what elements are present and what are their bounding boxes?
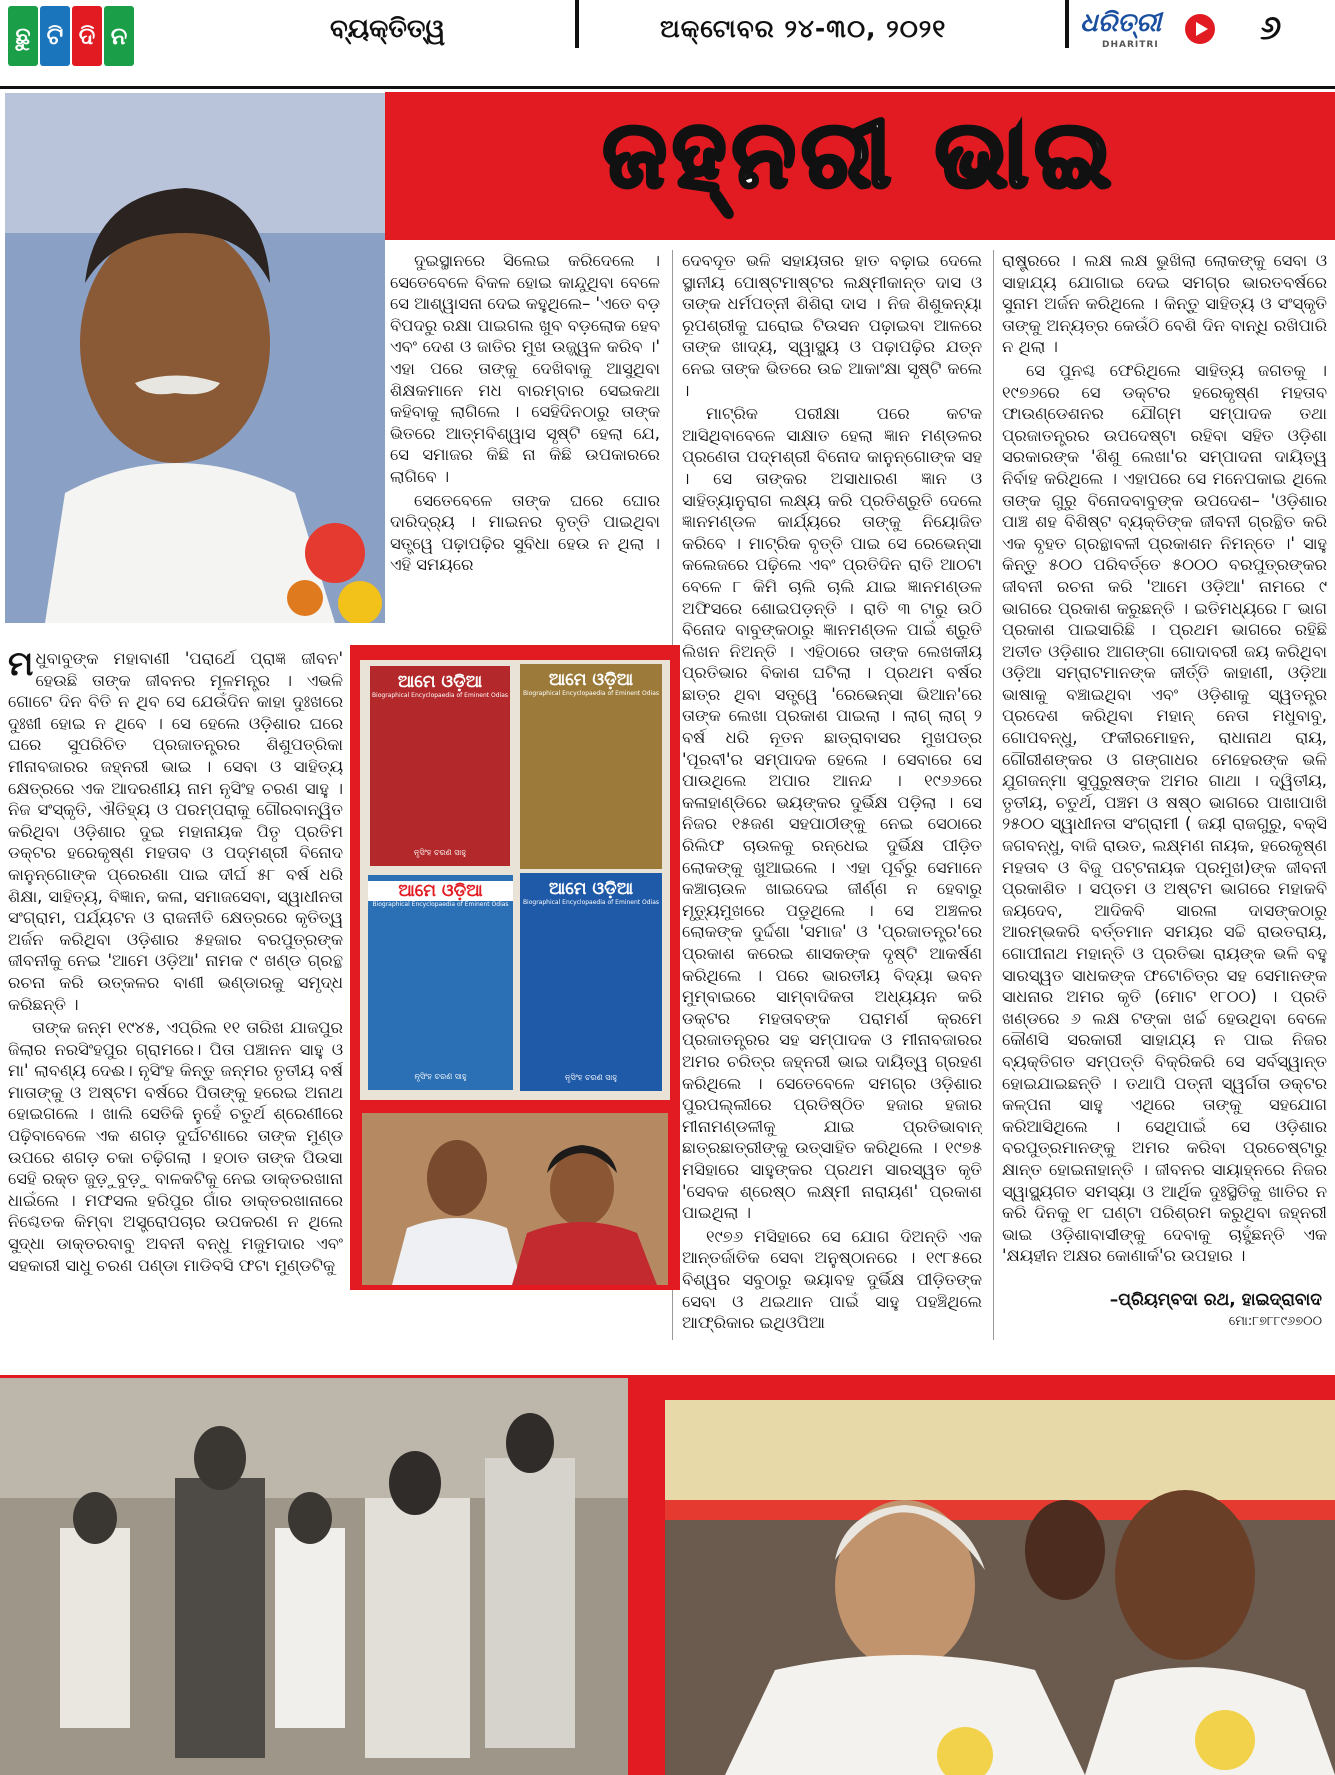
middle-column	[682, 250, 982, 1340]
brand-letter-1: ଛୁ	[8, 6, 38, 66]
paragraph: ସେତେବେଳେ ତାଙ୍କ ଘରେ ଘୋର ଦାରିଦ୍ର୍ୟ । ମାଇନର ବୃତ୍ତି ପାଇଥିବା ସତ୍ତ୍ୱେ ପଢ଼ାପଢ଼ିର ସୁବିଧା ହେଉ ନ ଥିଲା । ଏହି ସମୟରେ	[390, 490, 660, 575]
paragraph: ମାଟ୍ରିକ ପରୀକ୍ଷା ପରେ କଟକ ଆସିଥିବାବେଳେ ସାକ୍ଷାତ ହେଲା ଜ୍ଞାନ ମଣ୍ଡଳର ପ୍ରଣେତା ପଦ୍ମଶ୍ରୀ ବିନୋଦ କାନୁନ୍‌ଗୋଙ୍କ ସହ । ସେ ତାଙ୍କର ଅସାଧାରଣ ଜ୍ଞାନ ଓ ସାହିତ୍ୟାନୁରାଗ ଲକ୍ଷ୍ୟ କରି ପ୍ରତିଶ୍ରୁତି ଦେଲେ ଜ୍ଞାନମଣ୍ଡଳ କାର୍ଯ୍ୟରେ ତାଙ୍କୁ ନିୟୋଜିତ କରିବେ । ମାଟ୍ରିକ ବୃତ୍ତି ପାଇ ସେ ରେଭେନ୍ସା କଲେଜରେ ପଢ଼ିଲେ ଏବଂ ପ୍ରତିଦିନ ରାତି ଆଠଟା ବେଳେ ୮ କିମି ଚାଲି ଚାଲି ଯାଇ ଜ୍ଞାନମଣ୍ଡଳ ଅଫିସରେ ଶୋଇପଡ଼ନ୍ତି । ରାତି ୩ ଟାରୁ ଉଠି ବିନୋଦ ବାବୁଙ୍କଠାରୁ ଜ୍ଞାନମଣ୍ଡଳ ପାଇଁ ଶ୍ରୁତି ଲିଖନ ନିଅନ୍ତି । ଏହିଠାରେ ତାଙ୍କ ଲେଖକୀୟ ପ୍ରତିଭାର ବିକାଶ ଘଟିଲା । ପ୍ରଥମ ବର୍ଷର ଛାତ୍ର ଥିବା ସତ୍ତ୍ୱେ 'ରେଭେନ୍ସା ଭିଆନ'ରେ ତାଙ୍କ ଲେଖା ପ୍ରକାଶ ପାଇଲା । ଲାଗ୍ ଲାଗ୍ ୨ ବର୍ଷ ଧରି ନୂତନ ଛାତ୍ରାବାସର ମୁଖପତ୍ର 'ପୂରବୀ'ର ସମ୍ପାଦକ ହେଲେ । ସେବାରେ ସେ ପାଉଥିଲେ ଅପାର ଆନନ୍ଦ । ୧୯୬୬ରେ କଳାହାଣ୍ଡିରେ ଭୟଙ୍କର ଦୁର୍ଭିକ୍ଷ ପଡ଼ିଲା । ସେ ନିଜର ୧୫ଜଣ ସହପାଠୀଙ୍କୁ ନେଇ ସେଠାରେ ରିଲିଫ ଚାଉଳକୁ ରନ୍ଧେଇ ଦୁର୍ଭିକ୍ଷ ପୀଡ଼ିତ ଲୋକଙ୍କୁ ଖୁଆଇଲେ । ଏହା ପୂର୍ବରୁ ସେମାନେ କଞ୍ଚାଚାଉଳ ଖାଇଦେଇ ଜୀର୍ଣ୍ଣ ନ ହେବାରୁ ମୃତ୍ୟୁମୁଖରେ ପଡୁଥିଲେ । ସେ ଅଞ୍ଚଳର ଲୋକଙ୍କ ଦୁର୍ଦ୍ଦଶା 'ସମାଜ' ଓ 'ପ୍ରଜାତନ୍ତ୍ର'ରେ ପ୍ରକାଶ କରେଇ ଶାସକଙ୍କ ଦୃଷ୍ଟି ଆକର୍ଷଣ କରିଥିଲେ । ପରେ ଭାରତୀୟ ବିଦ୍ୟା ଭବନ ମୁମ୍ବାଇରେ ସାମ୍ବାଦିକତା ଅଧ୍ୟୟନ କରି ଡକ୍ଟର ମହତାବଙ୍କ ପରାମର୍ଶ କ୍ରମେ ପ୍ରଜାତନ୍ତ୍ରର ସହ ସମ୍ପାଦକ ଓ ମୀନାବଜାରର ଅମର ଚରିତ୍ର ଜହ୍ନରୀ ଭାଇ ଦାୟିତ୍ୱ ଗ୍ରହଣ କରିଥିଲେ । ସେତେବେଳେ ସମଗ୍ର ଓଡ଼ିଶାର ପୁରପଲ୍ଲୀରେ ପ୍ରତିଷ୍ଠିତ ହଜାର ହଜାର ମୀନାମଣ୍ଡଳୀକୁ ଯାଇ ପ୍ରତିଭାବାନ୍ ଛାତ୍ରଛାତ୍ରୀଙ୍କୁ ଉତ୍ସାହିତ କରିଥିଲେ । ୧୯୭୫ ମସିହାରେ ସାହୁଙ୍କର ପ୍ରଥମ ସାରସ୍ୱତ କୃତି 'ସେବକ ଶ୍ରେଷ୍ଠ ଲକ୍ଷ୍ମୀ ନାରାୟଣ' ପ୍ରକାଶ ପାଇଥିଲା ।	[682, 404, 982, 1223]
right-column	[1002, 250, 1327, 1285]
book-title: ଆମେ ଓଡ଼ିଆ	[548, 879, 634, 899]
intro-column	[390, 250, 660, 635]
section-label: ବ୍ୟକ୍ତିତ୍ୱ	[330, 14, 446, 44]
byline: –ପ୍ରିୟମ୍ବଦା ରଥ, ହାଇଦ୍ରାବାଦ	[1109, 1290, 1322, 1310]
play-icon	[1185, 14, 1215, 44]
brand-letter-4: ନ	[104, 6, 134, 66]
family-photo	[0, 1378, 628, 1775]
book-author: ନୃସିଂହ ଚରଣ ସାହୁ	[414, 1072, 467, 1081]
paragraph: ସେ ପୁନଶ୍ଚ ଫେରିଥିଲେ ସାହିତ୍ୟ ଜଗତକୁ । ୧୯୭୬ରେ ସେ ଡକ୍ଟର ହରେକୃଷ୍ଣ ମହତାବ ଫାଉଣ୍ଡେଶନର ଯୌଗ୍ମ ସମ୍ପାଦକ ତଥା ପ୍ରଜାତନ୍ତ୍ରର ଉପଦେଷ୍ଟା ରହିବା ସହିତ ଓଡ଼ିଶା ସରକାରଙ୍କ 'ଶିଶୁ ଲେଖା'ର ସମ୍ପାଦନା ଦାୟିତ୍ୱ ନିର୍ବାହ କରିଥିଲେ । ଏହାପରେ ସେ ମନେପକାଇ ଥିଲେ ତାଙ୍କ ଗୁରୁ ବିନୋଦବାବୁଙ୍କ ଉପଦେଶ– 'ଓଡ଼ିଶାର ପାଞ୍ଚ ଶହ ବିଶିଷ୍ଟ ବ୍ୟକ୍ତିଙ୍କ ଜୀବନୀ ଗ୍ରନ୍ଥିତ କରି ଏକ ବୃହତ ଗ୍ରନ୍ଥାବଳୀ ପ୍ରକାଶନ ନିମନ୍ତେ ।' ସାହୁ କିନ୍ତୁ ୫୦୦ ପରିବର୍ତ୍ତେ ୫୦୦୦ ବରପୁତ୍ରଙ୍କର ଜୀବନୀ ରଚନା କରି 'ଆମେ ଓଡ଼ିଆ' ନାମରେ ୯ ଭାଗରେ ପ୍ରକାଶ କରୁଛନ୍ତି । ଇତିମଧ୍ୟରେ ୮ ଭାଗ ପ୍ରକାଶ ପାଇସାରିଛି । ପ୍ରଥମ ଭାଗରେ ରହିଛି ଅତୀତ ଓଡ଼ିଶାର ଆଗଙ୍ଗା ଗୋଦାବରୀ ଜୟ କରିଥିବା ଓଡ଼ିଆ ସମ୍ରାଟମାନଙ୍କ କୀର୍ତ୍ତି କାହାଣୀ, ଓଡ଼ିଆ ଭାଷାକୁ ବଞ୍ଚାଇଥିବା ଏବଂ ଓଡ଼ିଶାକୁ ସ୍ୱତନ୍ତ୍ର ପ୍ରଦେଶ କରିଥିବା ମହାନ୍ ନେତା ମଧୁବାବୁ, ଗୋପବନ୍ଧୁ, ଫକୀରମୋହନ, ରାଧାନାଥ ରାୟ, ଗୌରୀଶଙ୍କର ଓ ଗଙ୍ଗାଧର ମେହେରଙ୍କ ଭଳି ଯୁଗଜନ୍ମା ସୁପୁରୁଷଙ୍କ ଅମର ଗାଥା । ଦ୍ୱିତୀୟ, ତୃତୀୟ, ଚତୁର୍ଥ, ପଞ୍ଚମ ଓ ଷଷ୍ଠ ଭାଗରେ ପାଖାପାଖି ୨୫୦୦ ସ୍ୱାଧୀନତା ସଂଗ୍ରାମୀ ( ଜୟୀ ରାଜଗୁରୁ, ବକ୍ସି ଜଗବନ୍ଧୁ, ବାଜି ରାଉତ, ଲକ୍ଷ୍ମଣ ନାୟକ, ହରେକୃଷ୍ଣ ମହତାବ ଓ ବିଜୁ ପଟ୍ଟନାୟକ ପ୍ରମୁଖ)ଙ୍କ ଜୀବନୀ ପ୍ରକାଶିତ । ସପ୍ତମ ଓ ଅଷ୍ଟମ ଭାଗରେ ମହାକବି ଜୟଦେବ, ଆଦିକବି ସାରଳା ଦାସଙ୍କଠାରୁ ଆରମ୍ଭକରି ବର୍ତ୍ତମାନ ସମୟର ସଚ୍ଚି ରାଉତରାୟ, ଗୋପୀନାଥ ମହାନ୍ତି ଓ ପ୍ରତିଭା ରାୟଙ୍କ ଭଳି ବହୁ ସାରସ୍ୱତ ସାଧକଙ୍କ ଫଟୋଚିତ୍ର ସହ ସେମାନଙ୍କ ସାଧନାର ଅମର କୃତି (ମୋଟ ୧୮୦୦) । ପ୍ରତି ଖଣ୍ଡରେ ୬ ଲକ୍ଷ ଟଙ୍କା ଖର୍ଚ୍ଚ ହେଉଥିବା ବେଳେ କୌଣସି ସରକାରୀ ସାହାଯ୍ୟ ନ ପାଇ ନିଜର ବ୍ୟକ୍ତିଗତ ସମ୍ପତ୍ତି ବିକ୍ରିକରି ସେ ସର୍ବସ୍ୱାନ୍ତ ହୋଇଯାଇଛନ୍ତି । ତଥାପି ପତ୍ନୀ ସ୍ୱର୍ଗତା ଡକ୍ଟର କଳ୍ପନା ସାହୁ ଏଥିରେ ତାଙ୍କୁ ସହଯୋଗ କରିଆସିଥିଲେ । ସେଥିପାଇଁ ସେ ଓଡ଼ିଶାର ବରପୁତ୍ରମାନଙ୍କୁ ଅମର କରିବା ପ୍ରଚେଷ୍ଟାରୁ କ୍ଷାନ୍ତ ହୋଇନାହାନ୍ତି । ଜୀବନର ସାୟାହ୍ନରେ ନିଜର ସ୍ୱାସ୍ଥ୍ୟଗତ ସମସ୍ୟା ଓ ଆର୍ଥିକ ଦୁଃସ୍ଥିତିକୁ ଖାତିର ନ କରି ଦିନକୁ ୧୮ ଘଣ୍ଟା ପରିଶ୍ରମ କରୁଥିବା ଜହ୍ନରୀ ଭାଇ ଓଡ଼ିଶାବାସୀଙ୍କୁ ଦେବାକୁ ଚାହୁଁଛନ୍ତି ଏକ 'କ୍ଷୟହୀନ ଅକ୍ଷର କୋଣାର୍କ'ର ଉପହାର ।	[1002, 360, 1327, 1266]
book-cover	[520, 873, 662, 1091]
book-cover	[520, 664, 662, 869]
book-subtitle: Biographical Encyclopaedia of Eminent Odias	[522, 899, 660, 906]
portrait-illustration	[5, 93, 385, 623]
book-title: ଆମେ ଓଡ଼ିଆ	[397, 672, 483, 692]
book-subtitle: Biographical Encyclopaedia of Eminent Odias	[372, 901, 509, 908]
couple-photo	[362, 1113, 668, 1285]
paragraph: ରାଷ୍ଟ୍ରରେ । ଲକ୍ଷ ଲକ୍ଷ ଭୁଖିଲା ଲୋକଙ୍କୁ ସେବା ଓ ସାହାଯ୍ୟ ଯୋଗାଇ ଦେଇ ସମଗ୍ର ଭାରତବର୍ଷରେ ସୁନାମ ଅର୍ଜନ କରିଥିଲେ । କିନ୍ତୁ ସାହିତ୍ୟ ଓ ସଂସ୍କୃତି ତାଙ୍କୁ ଅନ୍ୟତ୍ର କେଉଁଠି ବେଶି ଦିନ ବାନ୍ଧି ରଖିପାରି ନ ଥିଲା ।	[1002, 251, 1327, 357]
contact-number: ମୋ:୮୭୮୮୯୬୭୦୦	[1228, 1314, 1322, 1329]
book-cover	[368, 875, 513, 1090]
logo-text: ଧରିତ୍ରୀ	[1080, 8, 1162, 38]
paragraph: ଦେବଦୂତ ଭଳି ସହାୟତାର ହାତ ବଢ଼ାଇ ଦେଲେ ସ୍ଥାନୀୟ ପୋଷ୍ଟମାଷ୍ଟର ଲକ୍ଷ୍ମୀକାନ୍ତ ଦାସ ଓ ତାଙ୍କ ଧର୍ମପତ୍ନୀ ଶିଶିରା ଦାସ । ନିଜ ଶିଶୁକନ୍ୟା ରୂପଶ୍ରୀକୁ ଘରୋଇ ଟିଉସନ ପଢ଼ାଇବା ଆଳରେ ତାଙ୍କ ଖାଦ୍ୟ, ସ୍ୱାସ୍ଥ୍ୟ ଓ ପଢ଼ାପଢ଼ିର ଯତ୍ନ ନେଇ ତାଙ୍କ ଭିତରେ ଉଚ୍ଚ ଆକାଂକ୍ଷା ସୃଷ୍ଟି କଲେ ।	[682, 251, 982, 400]
books-photo	[360, 660, 670, 1100]
book-subtitle: Biographical Encyclopaedia of Eminent Odias	[371, 692, 509, 699]
issue-date: ଅକ୍ଟୋବର ୨୪-୩୦, ୨୦୨୧	[660, 14, 947, 43]
page-number: ୬	[1260, 8, 1282, 48]
book-subtitle: Biographical Encyclopaedia of Eminent Odias	[522, 690, 660, 697]
paragraph: ୧୯୭୬ ମସିହାରେ ସେ ଯୋଗ ଦିଅନ୍ତି ଏକ ଆନ୍ତର୍ଜାତିକ ସେବା ଅନୁଷ୍ଠାନରେ । ୧୯୮୫ରେ ବିଶ୍ୱର ସବୁଠାରୁ ଭୟାବହ ଦୁର୍ଭିକ୍ଷ ପୀଡ଼ିତଙ୍କ ସେବା ଓ ଥଇଥାନ ପାଇଁ ସାହୁ ପହଞ୍ଚିଥିଲେ ଆଫ୍ରିକାର ଇଥିଓପିଆ	[682, 1226, 982, 1333]
paragraph: ମଧୁବାବୁଙ୍କ ମହାବାଣୀ 'ପରାର୍ଥେ ପ୍ରାଜ୍ଞ ଜୀବନ' ହେଉଛି ତାଙ୍କ ଜୀବନର ମୂଳମନ୍ତ୍ର । ଏଭଳି ଗୋଟେ ଦିନ ବିତି ନ ଥିବ ସେ ଯେଉଁଦିନ କାହା ଦୁଃଖରେ ଦୁଃଖୀ ହୋଇ ନ ଥିବେ । ସେ ହେଲେ ଓଡ଼ିଶାର ଘରେ ଘରେ ସୁପରିଚିତ ପ୍ରଜାତନ୍ତ୍ରର ଶିଶୁପତ୍ରିକା ମୀନାବଜାରର ଜହ୍ନରୀ ଭାଇ । ସେବା ଓ ସାହିତ୍ୟ କ୍ଷେତ୍ରରେ ଏକ ଆଦରଣୀୟ ନାମ ନୃସିଂହ ଚରଣ ସାହୁ । ନିଜ ସଂସ୍କୃତି, ଐତିହ୍ୟ ଓ ପରମ୍ପରାକୁ ଗୌରବାନ୍ୱିତ କରିଥିବା ଓଡ଼ିଶାର ଦୁଇ ମହାନାୟକ ପିତୃ ପ୍ରତିମ ଡକ୍ଟର ହରେକୃଷ୍ଣ ମହତାବ ଓ ପଦ୍ମଶ୍ରୀ ବିନୋଦ କାନୁନ୍‌ଗୋଙ୍କ ପ୍ରେରଣା ପାଇ ଦୀର୍ଘ ୫୮ ବର୍ଷ ଧରି ଶିକ୍ଷା, ସାହିତ୍ୟ, ବିଜ୍ଞାନ, କଳା, ସମାଜସେବା, ସ୍ୱାଧୀନତା ସଂଗ୍ରାମ, ପର୍ଯ୍ୟଟନ ଓ ରାଜନୀତି କ୍ଷେତ୍ରରେ କୃତିତ୍ୱ ଅର୍ଜନ କରିଥିବା ଓଡ଼ିଶାର ୫ହଜାର ବରପୁତ୍ରଙ୍କ ଜୀବନୀକୁ ନେଇ 'ଆମେ ଓଡ଼ିଆ' ନାମକ ୯ ଖଣ୍ଡ ଗ୍ରନ୍ଥ ରଚନା କରି ଉତ୍କଳର ବାଣୀ ଭଣ୍ଡାରକୁ ସମୃଦ୍ଧ କରିଛନ୍ତି ।	[8, 648, 343, 1014]
book-author: ନୃସିଂହ ଚରଣ ସାହୁ	[564, 1073, 618, 1082]
brand-letter-2: ଟି	[40, 6, 70, 66]
page-header	[0, 0, 1335, 89]
portrait-photo	[5, 93, 385, 623]
brand-letter-3: ଦି	[72, 6, 102, 66]
book-cover	[370, 666, 510, 866]
meeting-illustration	[665, 1400, 1335, 1775]
article-title: ଜହ୍ନରୀ ଭାଇ	[602, 100, 1118, 208]
drop-cap: ମ	[8, 648, 34, 684]
publication-logo	[1080, 8, 1162, 50]
family-illustration	[0, 1378, 628, 1775]
book-author: ନୃସିଂହ ଚରଣ ସାହୁ	[413, 848, 467, 857]
header-divider	[575, 0, 579, 48]
meeting-photo	[665, 1400, 1335, 1775]
book-title: ଆମେ ଓଡ଼ିଆ	[368, 881, 513, 901]
logo-subtext: DHARITRI	[1102, 40, 1159, 50]
brand-chhutidina	[8, 6, 134, 66]
paragraph: ଦୁଇସ୍ଥାନରେ ସିଲେଇ କରିଦେଲେ । ସେତେବେଳେ ବିକଳ ହୋଇ କାନ୍ଦୁଥିବା ବେଳେ ସେ ଆଶ୍ୱାସନା ଦେଇ କହୁଥିଲେ– 'ଏତେ ବଡ଼ ବିପଦରୁ ରକ୍ଷା ପାଇଗଲ ଖୁବ ବଡ଼ଲୋକ ହେବ ଏବଂ ଦେଶ ଓ ଜାତିର ମୁଖ ଉଜ୍ଜ୍ୱଳ କରିବ ।' ଏହା ପରେ ତାଙ୍କୁ ଦେଖିବାକୁ ଆସୁଥିବା ଶିକ୍ଷକମାନେ ମଧ ବାରମ୍ବାର ସେଇକଥା କହିବାକୁ ଲାଗିଲେ । ସେହିଦିନଠାରୁ ତାଙ୍କ ଭିତରେ ଆତ୍ମବିଶ୍ୱାସ ସୃଷ୍ଟି ହେଲା ଯେ, ସେ ସମାଜର କିଛି ନା କିଛି ଉପକାରରେ ଲାଗିବେ ।	[390, 251, 660, 486]
couple-illustration	[362, 1113, 668, 1285]
left-column	[8, 648, 343, 1368]
header-divider	[1065, 0, 1069, 48]
book-title: ଆମେ ଓଡ଼ିଆ	[548, 670, 634, 690]
paragraph: ତାଙ୍କ ଜନ୍ମ ୧୯୪୫, ଏପ୍ରିଲ ୧୧ ତାରିଖ ଯାଜପୁର ଜିଲାର ନରସିଂହପୁର ଗ୍ରାମରେ। ପିତା ପଞ୍ଚାନନ ସାହୁ ଓ ମା' ଲାବଣ୍ୟ ଦେଈ। ନୃସିଂହ କିନ୍ତୁ ଜନ୍ମର ତୃତୀୟ ବର୍ଷ ମାତାଙ୍କୁ ଓ ଅଷ୍ଟମ ବର୍ଷରେ ପିତାଙ୍କୁ ହରେଇ ଅନାଥ ହୋଇଗଲେ । ଖାଲି ସେତିକି ନୁହେଁ ଚତୁର୍ଥ ଶ୍ରେଣୀରେ ପଢ଼ିବାବେଳେ ଏକ ଶଗଡ଼ ଦୁର୍ଘଟଣାରେ ତାଙ୍କ ମୁଣ୍ଡ ଉପରେ ଶଗଡ଼ ଚକା ଚଢ଼ିଗଲା । ହଠାତ ତାଙ୍କ ପିଉସା ସେହି ରକ୍ତ ଜୁଡ଼ୁବୁଡ଼ୁ ବାଳକଟିକୁ ନେଇ ଡାକ୍ତରଖାନା ଧାଇଁଲେ । ମଫସଲ ହରିପୁର ଗାଁର ଡାକ୍ତରଖାନାରେ ନିଶ୍ଚେତକ କିମ୍ବା ଅସ୍ତ୍ରୋପଚାର ଉପକରଣ ନ ଥିଲେ ସୁଦ୍ଧା ଡାକ୍ତରବାବୁ ଅବନୀ ବନ୍ଧୁ ମଜୁମଦାର ଏବଂ ସହକାରୀ ସାଧୁ ଚରଣ ପଣ୍ଡା ମାଡିବସି ଫଟା ମୁଣ୍ଡଟିକୁ	[8, 1018, 343, 1275]
column-rule	[993, 250, 994, 1340]
